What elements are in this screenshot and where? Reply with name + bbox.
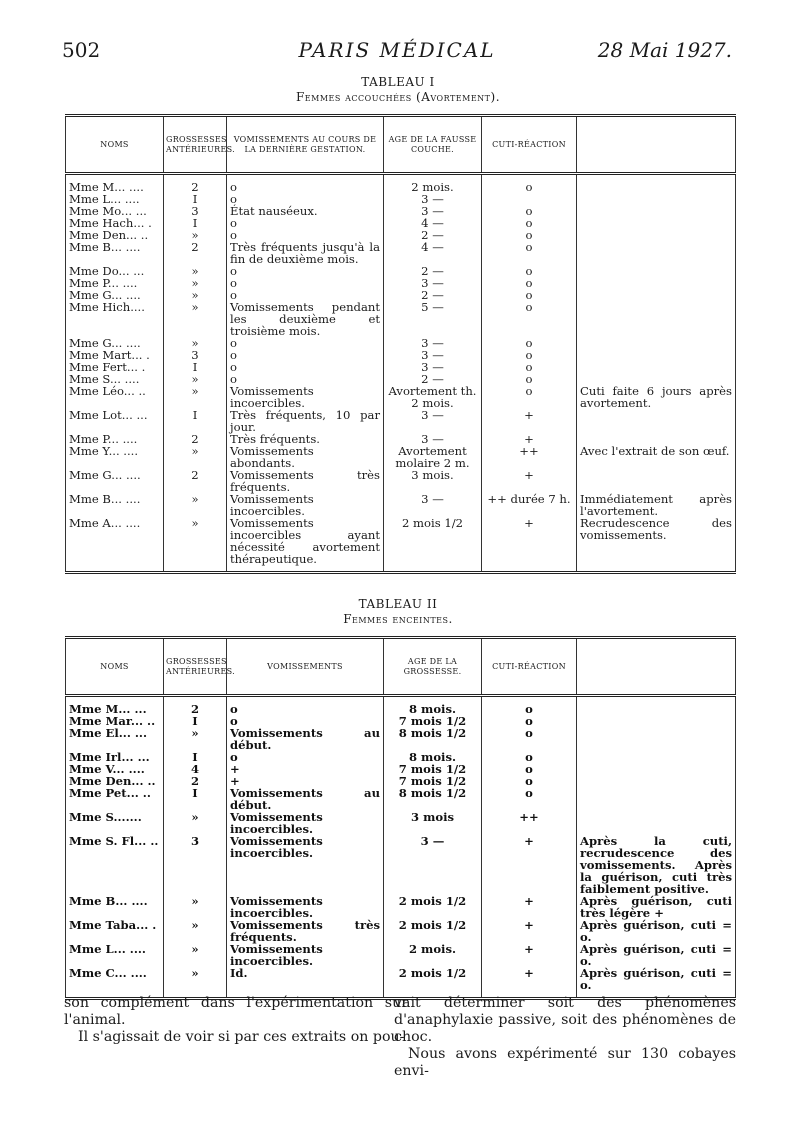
vomiting-cell: Vomissements pendant les deuxième et troisième mois. xyxy=(227,301,384,337)
cuti-reaction-cell: o xyxy=(482,775,577,787)
name-cell: Mme B... .... xyxy=(66,895,164,919)
table-row xyxy=(66,217,736,229)
page-number: 502 xyxy=(62,38,101,62)
col-header-age: AGE DE LA FAUSSE COUCHE. xyxy=(384,116,482,174)
cuti-reaction-cell: ++ xyxy=(482,811,577,835)
cuti-reaction-cell: + xyxy=(482,919,577,943)
pregnancies-cell: 3 xyxy=(164,205,227,217)
vomiting-cell: o xyxy=(227,229,384,241)
remarks-cell xyxy=(577,349,736,361)
table-row xyxy=(66,193,736,205)
remarks-cell xyxy=(577,775,736,787)
pregnancies-cell: I xyxy=(164,787,227,811)
vomiting-cell: Vomissements incoercibles. xyxy=(227,493,384,517)
age-cell: 8 mois. xyxy=(384,703,482,715)
age-cell: 2 mois 1/2 xyxy=(384,919,482,943)
age-cell: 8 mois. xyxy=(384,751,482,763)
remarks-cell xyxy=(577,787,736,811)
remarks-cell xyxy=(577,715,736,727)
name-cell: Mme B... .... xyxy=(66,241,164,265)
name-cell: Mme Mo... ... xyxy=(66,205,164,217)
pregnancies-cell: I xyxy=(164,361,227,373)
table1-caption xyxy=(62,75,734,105)
pregnancies-cell: 3 xyxy=(164,349,227,361)
age-cell: 4 — xyxy=(384,241,482,265)
vomiting-cell: o xyxy=(227,373,384,385)
col-header-noms: NOMS xyxy=(66,116,164,174)
cuti-reaction-cell: + xyxy=(482,835,577,895)
vomiting-cell: Vomissements très fréquents. xyxy=(227,919,384,943)
cuti-reaction-cell: o xyxy=(482,385,577,409)
cuti-reaction-cell: o xyxy=(482,787,577,811)
table2-caption xyxy=(62,597,734,627)
name-cell: Mme Taba... . xyxy=(66,919,164,943)
vomiting-cell: o xyxy=(227,265,384,277)
cuti-reaction-cell: + xyxy=(482,895,577,919)
vomiting-cell: Vomissements incoercibles. xyxy=(227,385,384,409)
table-row xyxy=(66,277,736,289)
vomiting-cell: Vomissements incoercibles. xyxy=(227,943,384,967)
age-cell: 2 — xyxy=(384,289,482,301)
table-row xyxy=(66,469,736,493)
table-row xyxy=(66,517,736,565)
remarks-cell: Recrudescence des vomissements. xyxy=(577,517,736,565)
age-cell: 2 mois 1/2 xyxy=(384,895,482,919)
table-row xyxy=(66,919,736,943)
age-cell: 3 — xyxy=(384,337,482,349)
col-header-noms: NOMS xyxy=(66,638,164,696)
cuti-reaction-cell: o xyxy=(482,229,577,241)
spacer-cell xyxy=(66,565,164,573)
table-row xyxy=(66,493,736,517)
name-cell: Mme M... ... xyxy=(66,703,164,715)
remarks-cell xyxy=(577,337,736,349)
pregnancies-cell: » xyxy=(164,337,227,349)
remarks-cell xyxy=(577,361,736,373)
table1 xyxy=(65,114,736,574)
col-header-grossesses: GROSSESSES ANTÉRIEURES. xyxy=(164,638,227,696)
cuti-reaction-cell: + xyxy=(482,943,577,967)
vomiting-cell: + xyxy=(227,775,384,787)
name-cell: Mme G... .... xyxy=(66,337,164,349)
cuti-reaction-cell: + xyxy=(482,409,577,433)
remarks-cell: Après la cuti, recrudescence des vomissements. Après la guérison, cuti très faiblement positive. xyxy=(577,835,736,895)
age-cell: 3 — xyxy=(384,409,482,433)
col-header-cuti: CUTI-RÉACTION xyxy=(482,638,577,696)
cuti-reaction-cell: o xyxy=(482,241,577,265)
pregnancies-cell: I xyxy=(164,715,227,727)
vomiting-cell: Vomissements incoercibles ayant nécessité avortement thérapeutique. xyxy=(227,517,384,565)
col-header-age: AGE DE LA GROSSESSE. xyxy=(384,638,482,696)
vomiting-cell: o xyxy=(227,703,384,715)
cuti-reaction-cell: o xyxy=(482,763,577,775)
vomiting-cell: o xyxy=(227,217,384,229)
pregnancies-cell: I xyxy=(164,193,227,205)
age-cell: Avortement th. 2 mois. xyxy=(384,385,482,409)
remarks-cell: Cuti faite 6 jours après avortement. xyxy=(577,385,736,409)
remarks-cell xyxy=(577,751,736,763)
cuti-reaction-cell: o xyxy=(482,349,577,361)
cuti-reaction-cell: + xyxy=(482,469,577,493)
pregnancies-cell: » xyxy=(164,517,227,565)
vomiting-cell: Vomissements au début. xyxy=(227,787,384,811)
age-cell: 2 — xyxy=(384,229,482,241)
age-cell: 3 — xyxy=(384,277,482,289)
vomiting-cell: Vomissements incoercibles. xyxy=(227,811,384,835)
table-row xyxy=(66,445,736,469)
age-cell: 8 mois 1/2 xyxy=(384,787,482,811)
col-header-vomissements: VOMISSEMENTS AU COURS DE LA DERNIÈRE GESTATION. xyxy=(227,116,384,174)
age-cell: 7 mois 1/2 xyxy=(384,775,482,787)
name-cell: Mme G... .... xyxy=(66,289,164,301)
vomiting-cell: Vomissements incoercibles. xyxy=(227,895,384,919)
pregnancies-cell: » xyxy=(164,373,227,385)
name-cell: Mme L... .... xyxy=(66,943,164,967)
issue-date: 28 Mai 1927. xyxy=(597,38,732,62)
age-cell: 3 mois. xyxy=(384,469,482,493)
footer-left-column xyxy=(64,995,408,1046)
cuti-reaction-cell: o xyxy=(482,715,577,727)
table-row xyxy=(66,811,736,835)
table-row xyxy=(66,835,736,895)
remarks-cell xyxy=(577,763,736,775)
table-row xyxy=(66,727,736,751)
pregnancies-cell: » xyxy=(164,229,227,241)
name-cell: Mme Pet... .. xyxy=(66,787,164,811)
name-cell: Mme A... .... xyxy=(66,517,164,565)
name-cell: Mme Den... .. xyxy=(66,229,164,241)
name-cell: Mme L... .... xyxy=(66,193,164,205)
pregnancies-cell: I xyxy=(164,409,227,433)
table-row xyxy=(66,409,736,433)
age-cell: Avortement molaire 2 m. xyxy=(384,445,482,469)
table-row xyxy=(66,181,736,193)
remarks-cell xyxy=(577,229,736,241)
remarks-cell xyxy=(577,301,736,337)
name-cell: Mme Lot... ... xyxy=(66,409,164,433)
pregnancies-cell: I xyxy=(164,217,227,229)
pregnancies-cell: 2 xyxy=(164,469,227,493)
vomiting-cell: Vomissements incoercibles. xyxy=(227,835,384,895)
vomiting-cell: o xyxy=(227,193,384,205)
name-cell: Mme S....... xyxy=(66,811,164,835)
age-cell: 8 mois 1/2 xyxy=(384,727,482,751)
age-cell: 2 mois 1/2 xyxy=(384,967,482,991)
pregnancies-cell: 2 xyxy=(164,703,227,715)
age-cell: 2 mois. xyxy=(384,181,482,193)
table-row xyxy=(66,229,736,241)
cuti-reaction-cell: o xyxy=(482,703,577,715)
name-cell: Mme Hach... . xyxy=(66,217,164,229)
col-header-cuti: CUTI-RÉACTION xyxy=(482,116,577,174)
cuti-reaction-cell: o xyxy=(482,277,577,289)
pregnancies-cell: » xyxy=(164,727,227,751)
remarks-cell xyxy=(577,277,736,289)
name-cell: Mme Léo... .. xyxy=(66,385,164,409)
col-header-remarks xyxy=(577,116,736,174)
name-cell: Mme Do... ... xyxy=(66,265,164,277)
remarks-cell: Après guérison, cuti très légère + xyxy=(577,895,736,919)
spacer-cell xyxy=(577,174,736,182)
vomiting-cell: Très fréquents. xyxy=(227,433,384,445)
vomiting-cell: Id. xyxy=(227,967,384,991)
remarks-cell xyxy=(577,811,736,835)
name-cell: Mme B... .... xyxy=(66,493,164,517)
vomiting-cell: o xyxy=(227,361,384,373)
age-cell: 2 — xyxy=(384,265,482,277)
spacer-cell xyxy=(227,174,384,182)
footer-paragraph: Nous avons expérimenté sur 130 cobayes envi- xyxy=(394,1046,736,1079)
pregnancies-cell: » xyxy=(164,967,227,991)
name-cell: Mme Den... .. xyxy=(66,775,164,787)
name-cell: Mme Mart... . xyxy=(66,349,164,361)
age-cell: 2 — xyxy=(384,373,482,385)
table1-title: TABLEAU I xyxy=(361,75,435,89)
name-cell: Mme M... .... xyxy=(66,181,164,193)
age-cell: 3 — xyxy=(384,361,482,373)
remarks-cell: Après guérison, cuti = o. xyxy=(577,919,736,943)
cuti-reaction-cell: o xyxy=(482,265,577,277)
pregnancies-cell: I xyxy=(164,751,227,763)
vomiting-cell: Vomissements au début. xyxy=(227,727,384,751)
vomiting-cell: o xyxy=(227,181,384,193)
remarks-cell xyxy=(577,703,736,715)
table-row xyxy=(66,943,736,967)
age-cell: 7 mois 1/2 xyxy=(384,763,482,775)
spacer-row xyxy=(66,696,736,704)
age-cell: 2 mois. xyxy=(384,943,482,967)
name-cell: Mme Irl... ... xyxy=(66,751,164,763)
pregnancies-cell: » xyxy=(164,265,227,277)
vomiting-cell: o xyxy=(227,337,384,349)
pregnancies-cell: 4 xyxy=(164,763,227,775)
cuti-reaction-cell: + xyxy=(482,967,577,991)
table-row xyxy=(66,895,736,919)
pregnancies-cell: 2 xyxy=(164,775,227,787)
table-row xyxy=(66,241,736,265)
age-cell: 2 mois 1/2 xyxy=(384,517,482,565)
table-row xyxy=(66,289,736,301)
age-cell: 5 — xyxy=(384,301,482,337)
footer-paragraph: Il s'agissait de voir si par ces extraits on pou- xyxy=(78,1029,405,1045)
spacer-cell xyxy=(482,565,577,573)
cuti-reaction-cell: + xyxy=(482,433,577,445)
cuti-reaction-cell: o xyxy=(482,217,577,229)
age-cell: 3 — xyxy=(384,493,482,517)
footer-right-column xyxy=(394,995,736,1080)
pregnancies-cell: » xyxy=(164,895,227,919)
pregnancies-cell: » xyxy=(164,811,227,835)
cuti-reaction-cell: ++ xyxy=(482,445,577,469)
table1-header-row xyxy=(66,116,736,174)
pregnancies-cell: » xyxy=(164,301,227,337)
cuti-reaction-cell: o xyxy=(482,205,577,217)
spacer-cell xyxy=(164,565,227,573)
col-header-grossesses: GROSSESSES ANTÉRIEURES. xyxy=(164,116,227,174)
table2 xyxy=(65,636,736,1000)
cuti-reaction-cell: o xyxy=(482,301,577,337)
pregnancies-cell: » xyxy=(164,277,227,289)
vomiting-cell: o xyxy=(227,349,384,361)
remarks-cell xyxy=(577,265,736,277)
pregnancies-cell: 2 xyxy=(164,433,227,445)
spacer-cell xyxy=(384,565,482,573)
pregnancies-cell: 2 xyxy=(164,181,227,193)
vomiting-cell: + xyxy=(227,763,384,775)
vomiting-cell: o xyxy=(227,277,384,289)
vomiting-cell: o xyxy=(227,289,384,301)
pregnancies-cell: » xyxy=(164,289,227,301)
pregnancies-cell: » xyxy=(164,493,227,517)
name-cell: Mme C... .... xyxy=(66,967,164,991)
remarks-cell xyxy=(577,469,736,493)
remarks-cell xyxy=(577,205,736,217)
cuti-reaction-cell: o xyxy=(482,289,577,301)
table-row xyxy=(66,361,736,373)
table1-subtitle: Femmes accouchées (Avortement). xyxy=(295,90,501,104)
name-cell: Mme V... .... xyxy=(66,763,164,775)
name-cell: Mme Y... .... xyxy=(66,445,164,469)
table-row xyxy=(66,205,736,217)
vomiting-cell: Très fréquents jusqu'à la fin de deuxième mois. xyxy=(227,241,384,265)
remarks-cell xyxy=(577,181,736,193)
pregnancies-cell: 2 xyxy=(164,241,227,265)
vomiting-cell: État nauséeux. xyxy=(227,205,384,217)
remarks-cell xyxy=(577,289,736,301)
journal-title: PARIS MÉDICAL xyxy=(298,38,496,62)
age-cell: 3 — xyxy=(384,193,482,205)
name-cell: Mme Fert... . xyxy=(66,361,164,373)
table-row xyxy=(66,787,736,811)
remarks-cell xyxy=(577,409,736,433)
spacer-cell xyxy=(577,565,736,573)
cuti-reaction-cell: ++ durée 7 h. xyxy=(482,493,577,517)
name-cell: Mme El... ... xyxy=(66,727,164,751)
cuti-reaction-cell: o xyxy=(482,361,577,373)
vomiting-cell: Très fréquents, 10 par jour. xyxy=(227,409,384,433)
remarks-cell: Après guérison, cuti = o. xyxy=(577,943,736,967)
name-cell: Mme S... .... xyxy=(66,373,164,385)
cuti-reaction-cell: + xyxy=(482,517,577,565)
footer-paragraph: son complément dans l'expérimentation sur l'animal. xyxy=(64,995,408,1028)
name-cell: Mme G... .... xyxy=(66,469,164,493)
table-row xyxy=(66,265,736,277)
table2-subtitle: Femmes enceintes. xyxy=(343,612,453,626)
age-cell: 3 — xyxy=(384,205,482,217)
age-cell: 3 — xyxy=(384,835,482,895)
vomiting-cell: o xyxy=(227,751,384,763)
cuti-reaction-cell: o xyxy=(482,337,577,349)
spacer-row xyxy=(66,565,736,573)
col-header-vomissements: VOMISSEMENTS xyxy=(227,638,384,696)
pregnancies-cell: » xyxy=(164,919,227,943)
age-cell: 3 — xyxy=(384,433,482,445)
remarks-cell xyxy=(577,217,736,229)
name-cell: Mme P... .... xyxy=(66,277,164,289)
vomiting-cell: o xyxy=(227,715,384,727)
remarks-cell: Immédiatement après l'avortement. xyxy=(577,493,736,517)
pregnancies-cell: 3 xyxy=(164,835,227,895)
table-row xyxy=(66,337,736,349)
vomiting-cell: Vomissements très fréquents. xyxy=(227,469,384,493)
running-header xyxy=(62,38,732,70)
remarks-cell xyxy=(577,193,736,205)
col-header-remarks xyxy=(577,638,736,696)
spacer-row xyxy=(66,174,736,182)
pregnancies-cell: » xyxy=(164,445,227,469)
cuti-reaction-cell: o xyxy=(482,181,577,193)
spacer-cell xyxy=(227,565,384,573)
spacer-cell xyxy=(227,696,384,704)
remarks-cell: Avec l'extrait de son œuf. xyxy=(577,445,736,469)
age-cell: 3 — xyxy=(384,349,482,361)
pregnancies-cell: » xyxy=(164,943,227,967)
age-cell: 7 mois 1/2 xyxy=(384,715,482,727)
remarks-cell xyxy=(577,727,736,751)
pregnancies-cell: » xyxy=(164,385,227,409)
vomiting-cell: Vomissements abondants. xyxy=(227,445,384,469)
table-row xyxy=(66,967,736,991)
footer-paragraph: vait déterminer soit des phénomènes d'anaphylaxie passive, soit des phénomènes de choc. xyxy=(394,995,736,1045)
age-cell: 3 mois xyxy=(384,811,482,835)
spacer-cell xyxy=(577,696,736,704)
age-cell: 4 — xyxy=(384,217,482,229)
remarks-cell xyxy=(577,241,736,265)
table-row xyxy=(66,301,736,337)
table2-header-row xyxy=(66,638,736,696)
name-cell: Mme P... .... xyxy=(66,433,164,445)
name-cell: Mme Mar... .. xyxy=(66,715,164,727)
cuti-reaction-cell: o xyxy=(482,751,577,763)
cuti-reaction-cell: o xyxy=(482,373,577,385)
remarks-cell: Après guérison, cuti = o. xyxy=(577,967,736,991)
table2-title: TABLEAU II xyxy=(358,597,438,611)
table-row xyxy=(66,385,736,409)
table-row xyxy=(66,349,736,361)
name-cell: Mme S. Fl... .. xyxy=(66,835,164,895)
name-cell: Mme Hich.... xyxy=(66,301,164,337)
cuti-reaction-cell: o xyxy=(482,727,577,751)
